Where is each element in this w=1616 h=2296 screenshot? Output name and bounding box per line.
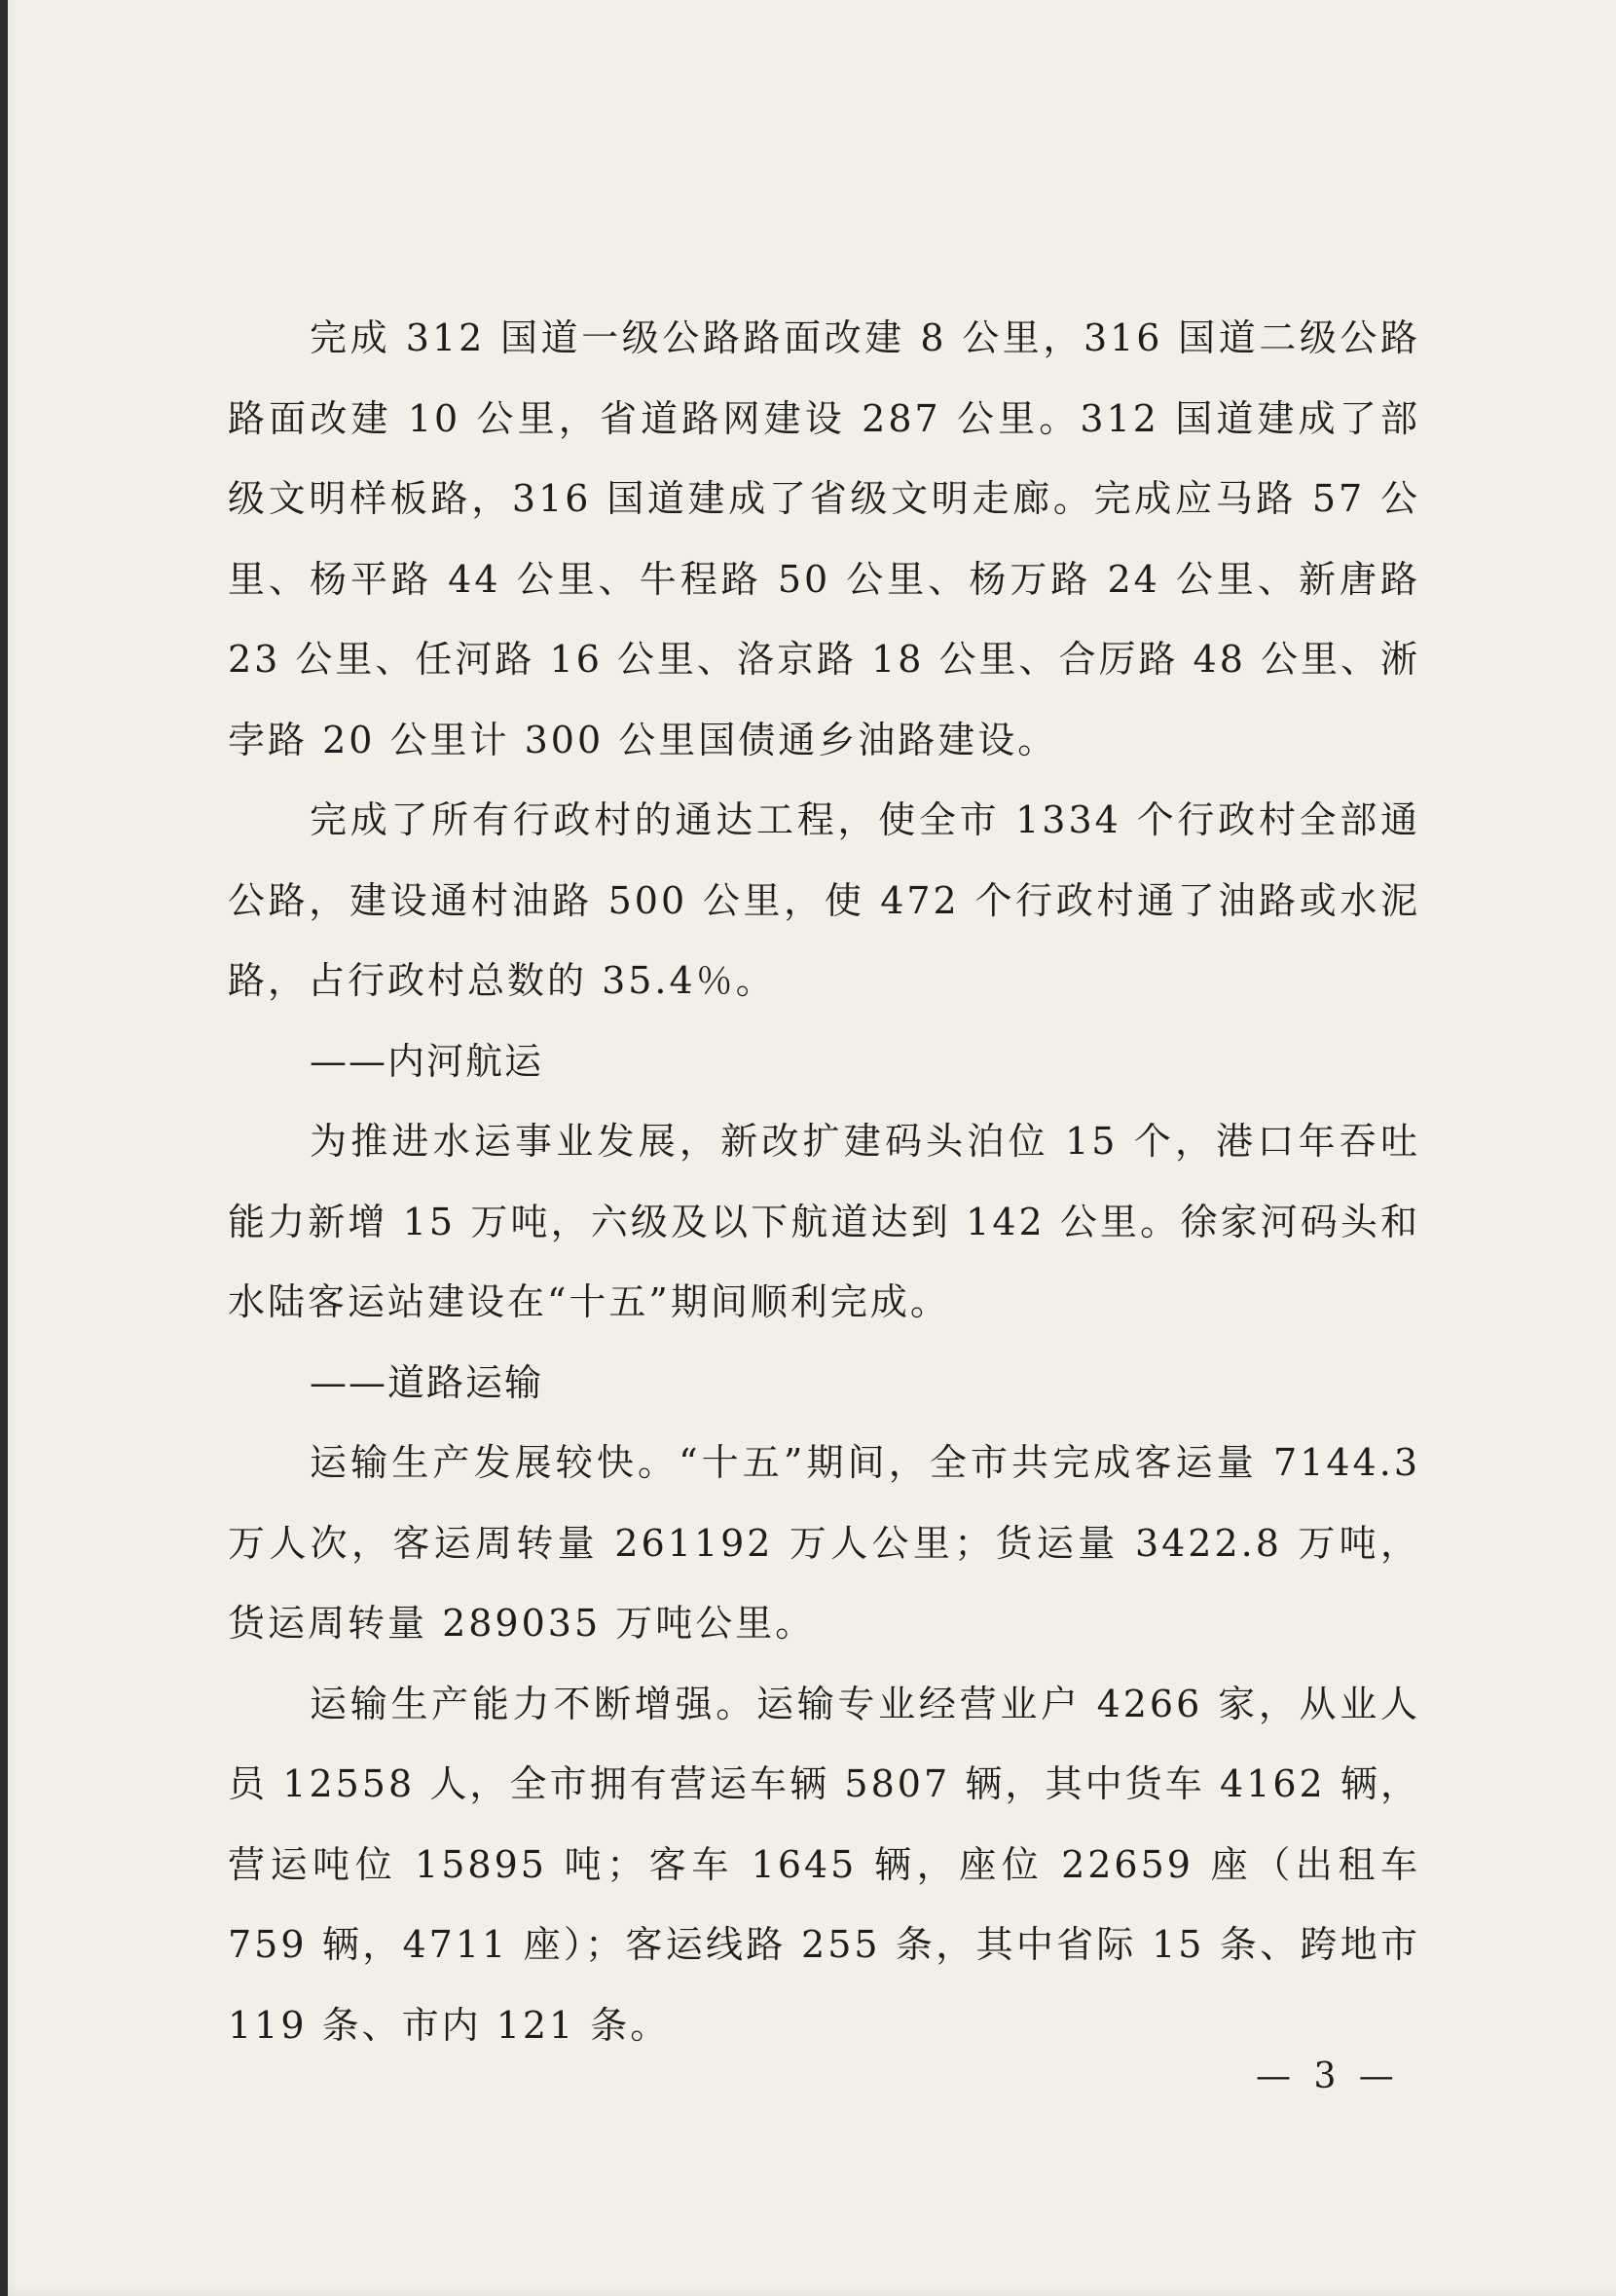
paragraph-road-construction: 完成 312 国道一级公路路面改建 8 公里，316 国道二级公路路面改建 10 公里，省道路网建设 287 公里。312 国道建成了部级文明样板路，316 国道建成了省级文明走廊。完成应马路 57 公里、杨平路 44 公里、牛程路 50 公里、杨万路 24 公里、新唐路 23 公里、任河路 16 公里、洛京路 18 公里、合厉路 48 公里、淅孛路 20 公里计 300 公里国债通乡油路建设。 [228, 316, 1420, 761]
section-heading-inland-shipping: ——内河航运 [310, 1039, 544, 1083]
paragraph-village-roads: 完成了所有行政村的通达工程，使全市 1334 个行政村全部通公路，建设通村油路 500 公里，使 472 个行政村通了油路或水泥路，占行政村总数的 35.4％。 [228, 798, 1420, 1002]
page-number: — 3 — [1256, 2056, 1400, 2096]
scan-edge [0, 0, 8, 2296]
body-text [228, 298, 1420, 2065]
paragraph-inland-shipping: 为推进水运事业发展，新改扩建码头泊位 15 个，港口年吞吐能力新增 15 万吨，六级及以下航道达到 142 公里。徐家河码头和水陆客运站建设在“十五”期间顺利完成。 [228, 1120, 1420, 1323]
section-heading-road-transport: ——道路运输 [310, 1360, 544, 1404]
paragraph-transport-volume: 运输生产发展较快。“十五”期间，全市共完成客运量 7144.3 万人次，客运周转量 261192 万人公里；货运量 3422.8 万吨，货运周转量 289035 万吨公里。 [228, 1441, 1420, 1645]
paragraph-transport-capacity: 运输生产能力不断增强。运输专业经营业户 4266 家，从业人员 12558 人，全市拥有营运车辆 5807 辆，其中货车 4162 辆，营运吨位 15895 吨；客车 1645 辆，座位 22659 座（出租车 759 辆，4711 座）；客运线路 255 条，其中省际 15 条、跨地市 119 条、市内 121 条。 [228, 1682, 1420, 2047]
